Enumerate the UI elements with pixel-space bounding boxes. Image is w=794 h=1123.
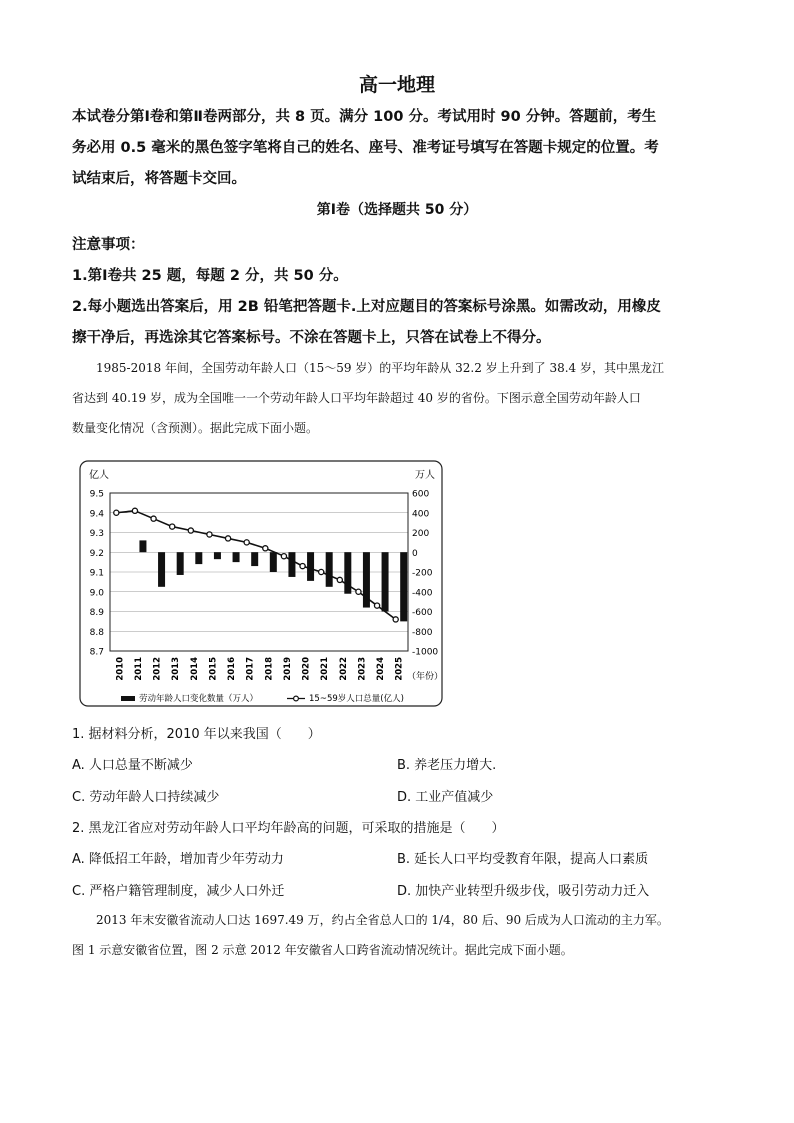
q1-option-a[interactable]: A. 人口总量不断减少 (72, 758, 193, 773)
material-1 (72, 353, 724, 443)
x-tick-label: 2022 (338, 657, 349, 681)
x-tick-label: 2012 (152, 657, 163, 681)
line-point-2023 (356, 589, 361, 594)
right-tick-label: -800 (412, 627, 433, 638)
notes-line: 2.每小题选出答案后，用 2B 铅笔把答题卡.上对应题目的答案标号涂黑。如需改动，用橡皮 (72, 299, 661, 315)
x-tick-label: 2016 (227, 657, 238, 681)
line-point-2012 (151, 516, 156, 521)
legend-bar-label: 劳动年龄人口变化数量（万人） (139, 694, 259, 704)
q2-option-d[interactable]: D. 加快产业转型升级步伐，吸引劳动力迁入 (397, 884, 650, 899)
notes-line: 1.第Ⅰ卷共 25 题，每题 2 分，共 50 分。 (72, 268, 348, 284)
material-2 (72, 905, 724, 965)
material-line: 图 1 示意安徽省位置，图 2 示意 2012 年安徽省人口跨省流动情况统计。据此完成下面小题。 (72, 943, 573, 957)
notes-heading: 注意事项： (72, 237, 145, 253)
material-line: 省达到 40.19 岁，成为全国唯一一个劳动年龄人口平均年龄超过 40 岁的省份。下图示意全国劳动年龄人口 (72, 391, 641, 405)
line-point-2025 (393, 617, 398, 622)
bar-2025 (400, 552, 407, 621)
right-tick-label: -200 (412, 568, 433, 579)
legend-line-marker (294, 696, 299, 701)
line-point-2011 (132, 508, 137, 513)
x-tick-label: 2018 (264, 657, 275, 681)
material-line: 1985-2018 年间，全国劳动年龄人口（15～59 岁）的平均年龄从 32.2 岁上升到了 38.4 岁，其中黑龙江 (96, 361, 664, 375)
bar-2015 (214, 552, 221, 559)
bar-2024 (382, 552, 389, 611)
bar-2016 (233, 552, 240, 562)
bar-2019 (288, 552, 295, 577)
material-line: 数量变化情况（含预测）。据此完成下面小题。 (72, 421, 319, 435)
bar-2018 (270, 552, 277, 572)
right-tick-label: 200 (412, 529, 430, 539)
q1-option-d[interactable]: D. 工业产值减少 (397, 790, 494, 805)
section-title: 第Ⅰ卷（选择题共 50 分） (316, 202, 478, 218)
left-tick-label: 9.4 (89, 509, 104, 520)
x-tick-label: 2020 (301, 657, 312, 681)
x-tick-label: 2023 (357, 657, 368, 681)
line-point-2016 (225, 536, 230, 541)
bar-2022 (344, 552, 351, 593)
intro-line: 本试卷分第Ⅰ卷和第Ⅱ卷两部分，共 8 页。满分 100 分。考试用时 90 分钟。答题前，考生 (72, 109, 657, 125)
bar-2021 (326, 552, 333, 587)
bar-2011 (139, 540, 146, 552)
page-title: 高一地理 (358, 74, 435, 96)
x-tick-label: 2024 (376, 657, 387, 681)
x-tick-label: 2025 (394, 657, 405, 681)
x-tick-label: 2015 (208, 657, 219, 681)
left-tick-label: 8.9 (89, 608, 104, 618)
legend-line-label: 15~59岁人口总量(亿人) (309, 694, 404, 704)
line-point-2014 (188, 528, 193, 533)
q1-option-b[interactable]: B. 养老压力增大. (397, 758, 497, 773)
left-tick-label: 9.5 (89, 489, 104, 500)
bar-2014 (195, 552, 202, 564)
x-tick-label: 2019 (282, 657, 293, 681)
labor-population-chart (79, 460, 443, 707)
material-line: 2013 年末安徽省流动人口达 1697.49 万，约占全省总人口的 1/4，80 后、90 后成为人口流动的主力军。 (96, 913, 669, 927)
line-point-2024 (374, 603, 379, 608)
bar-2012 (158, 552, 165, 587)
x-tick-label: 2010 (115, 657, 126, 681)
line-point-2010 (114, 510, 119, 515)
q1-option-c[interactable]: C. 劳动年龄人口持续减少 (72, 790, 220, 805)
legend-bar-swatch (121, 696, 135, 701)
line-point-2013 (170, 524, 175, 529)
right-axis-unit: 万人 (415, 470, 435, 481)
notes-line: 擦干净后，再选涂其它答案标号。不涂在答题卡上，只答在试卷上不得分。 (72, 330, 551, 346)
q2-option-b[interactable]: B. 延长人口平均受教育年限，提高人口素质 (397, 852, 649, 867)
bar-2020 (307, 552, 314, 581)
exam-intro (72, 102, 732, 195)
intro-line: 务必用 0.5 毫米的黑色签字笔将自己的姓名、座号、准考证号填写在答题卡规定的位置。考 (72, 140, 659, 156)
left-tick-label: 8.7 (89, 647, 104, 658)
x-tick-label: 2014 (189, 657, 200, 681)
x-tick-label: 2021 (320, 657, 331, 681)
x-tick-label: 2013 (171, 657, 182, 681)
x-axis-unit: （年份） (407, 672, 443, 682)
notes (72, 230, 732, 354)
intro-line: 试结束后，将答题卡交回。 (72, 171, 246, 187)
left-tick-label: 8.8 (89, 627, 104, 638)
bar-2013 (177, 552, 184, 575)
q2-option-c[interactable]: C. 严格户籍管理制度，减少人口外迁 (72, 884, 285, 899)
left-tick-label: 9.1 (89, 568, 104, 579)
line-point-2021 (319, 569, 324, 574)
right-tick-label: -600 (412, 608, 433, 618)
line-point-2018 (263, 546, 268, 551)
question-1-stem: 1. 据材料分析，2010 年以来我国（ ） (72, 727, 321, 742)
right-tick-label: -400 (412, 588, 433, 599)
line-point-2017 (244, 540, 249, 545)
line-point-2015 (207, 532, 212, 537)
line-point-2019 (281, 554, 286, 559)
x-tick-label: 2017 (245, 657, 256, 681)
right-tick-label: 0 (412, 548, 418, 559)
left-axis-unit: 亿人 (89, 470, 109, 481)
right-tick-label: -1000 (412, 647, 439, 658)
left-tick-label: 9.2 (89, 548, 104, 559)
right-tick-label: 600 (412, 489, 430, 500)
left-tick-label: 9.0 (89, 588, 104, 599)
right-tick-label: 400 (412, 509, 430, 520)
question-2-stem: 2. 黑龙江省应对劳动年龄人口平均年龄高的问题，可采取的措施是（ ） (72, 821, 505, 836)
q2-option-a[interactable]: A. 降低招工年龄，增加青少年劳动力 (72, 852, 284, 867)
line-point-2020 (300, 563, 305, 568)
line-point-2022 (337, 577, 342, 582)
left-tick-label: 9.3 (89, 529, 104, 539)
x-tick-label: 2011 (133, 657, 144, 681)
bar-2017 (251, 552, 258, 566)
